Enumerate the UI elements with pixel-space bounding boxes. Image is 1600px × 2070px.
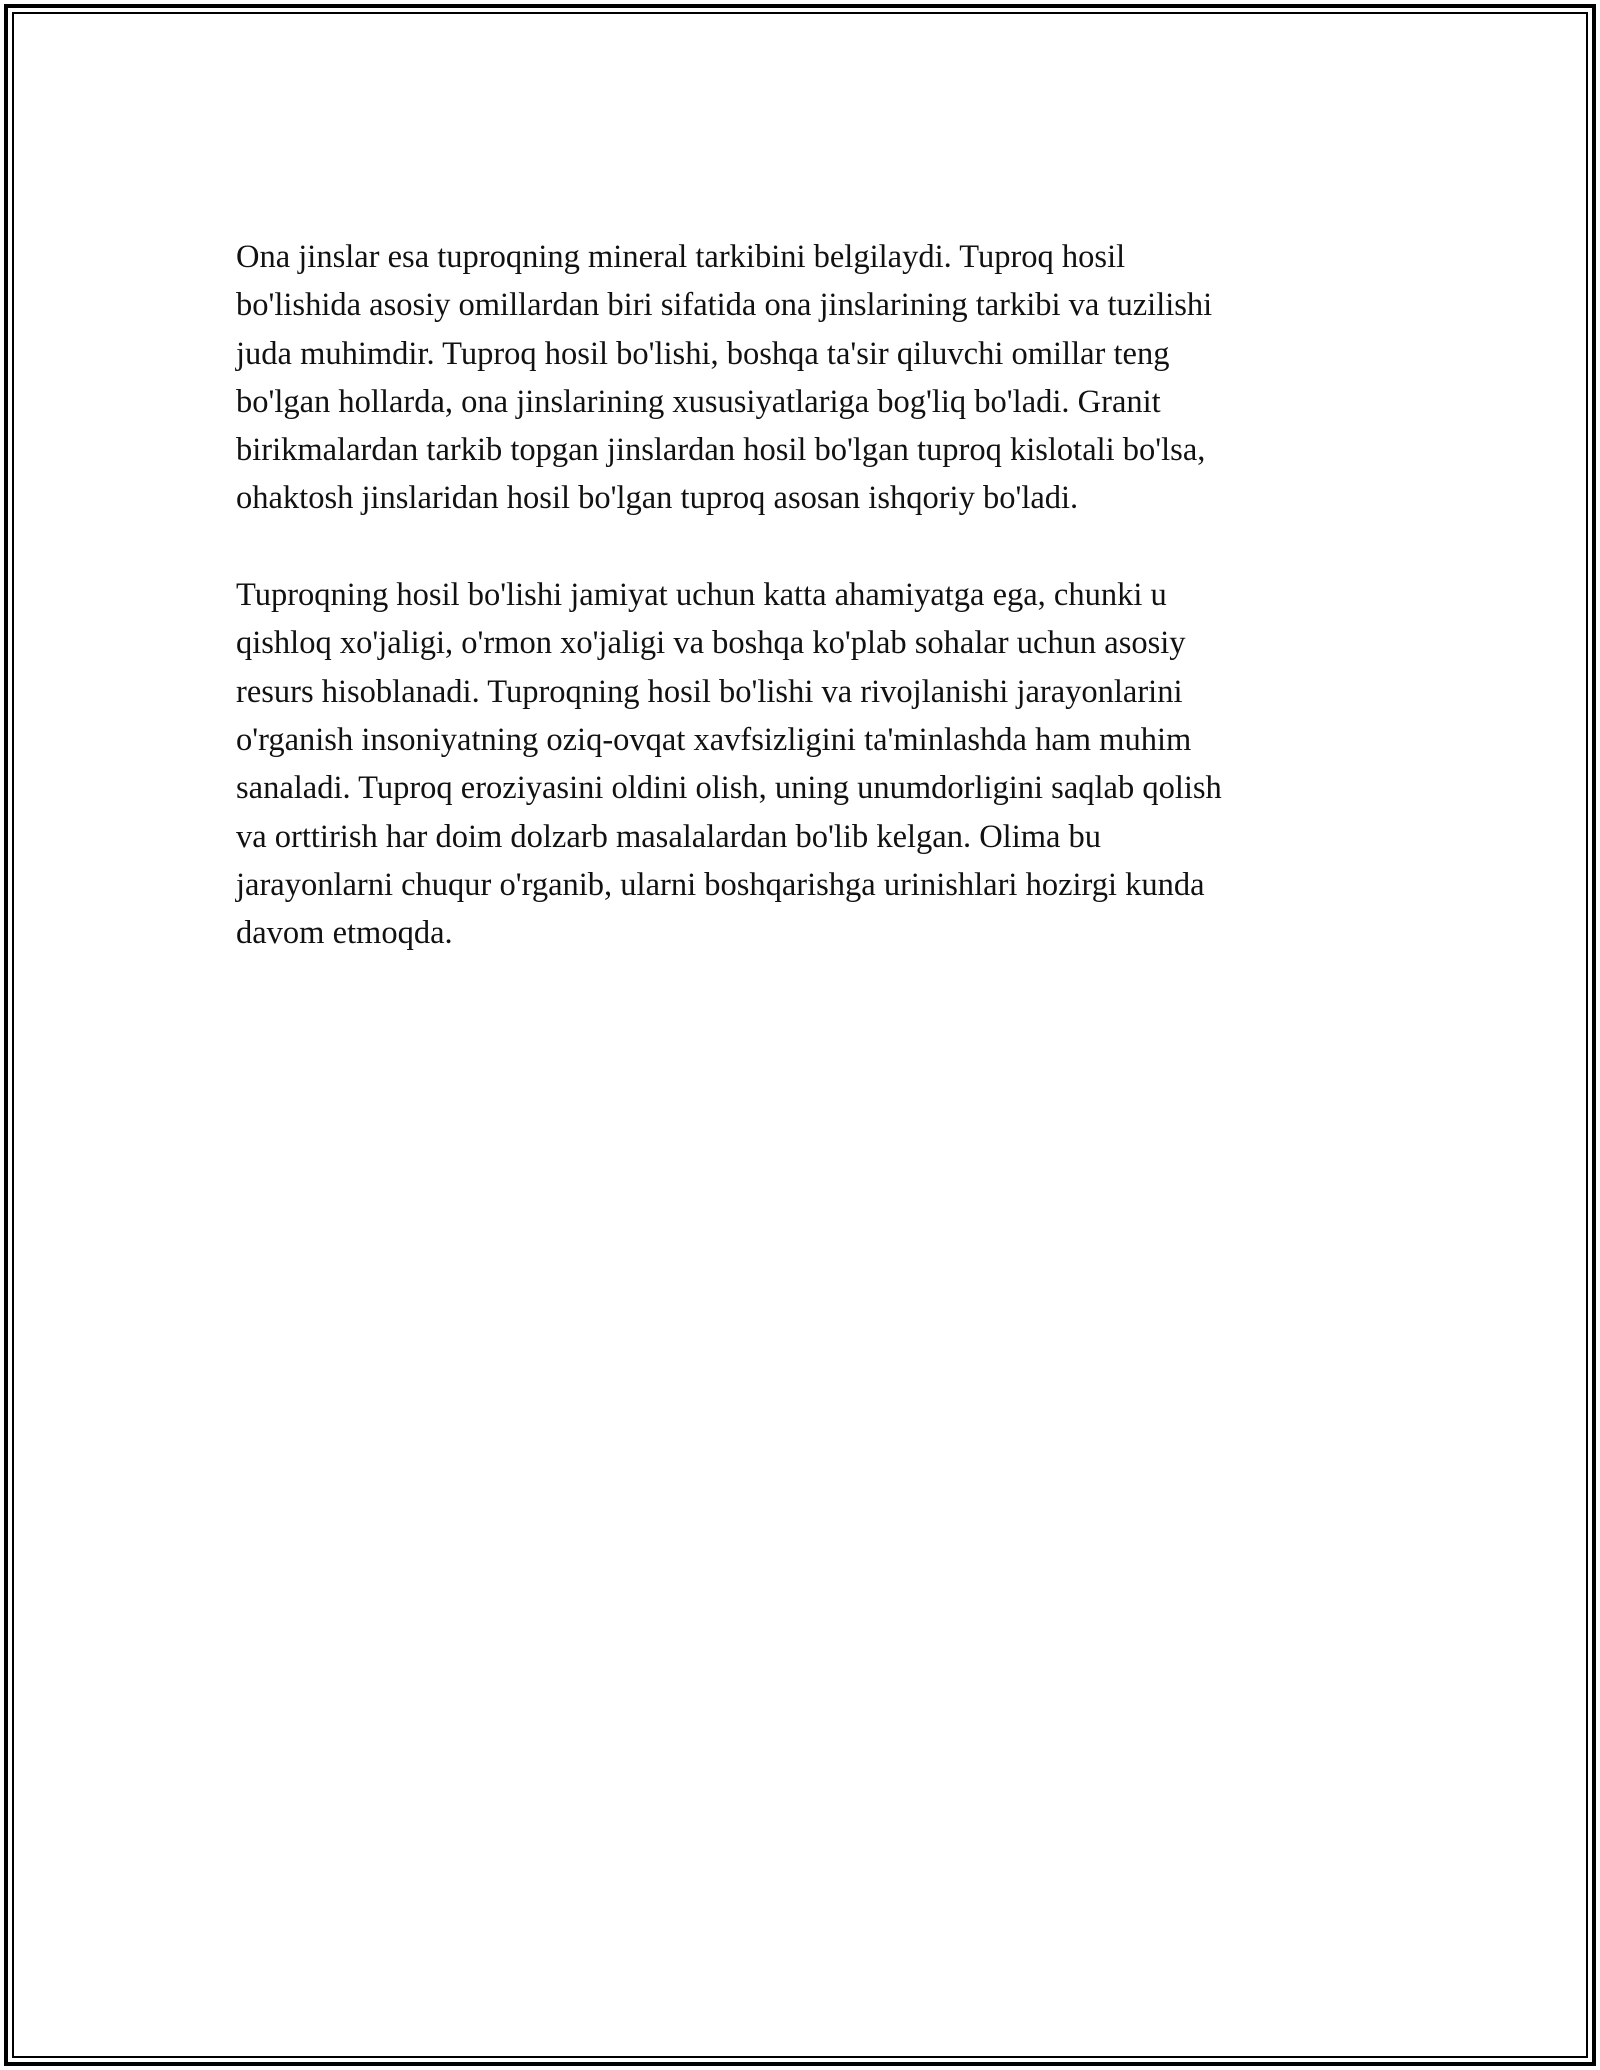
text-line: Tuproqning hosil bo'lishi jamiyat uchun katta ahamiyatga ega, chunki u [236,577,1167,614]
text-line: va orttirish har doim dolzarb masalalardan bo'lib kelgan. Olima bu [236,818,1102,855]
text-line: sanaladi. Tuproq eroziyasini oldini olish, uning unumdorligini saqlab qolish [236,770,1222,807]
text-line: ohaktosh jinslaridan hosil bo'lgan tuproq asosan ishqoriy bo'ladi. [236,480,1079,517]
paragraph-1 [236,233,1366,523]
text-line: davom etmoqda. [236,915,453,952]
document-body [236,233,1366,1006]
text-line: jarayonlarni chuqur o'rganib, ularni boshqarishga urinishlari hozirgi kunda [236,866,1205,903]
paragraph-2 [236,571,1366,957]
text-line: birikmalardan tarkib topgan jinslardan hosil bo'lgan tuproq kislotali bo'lsa, [236,432,1206,469]
text-line: bo'lgan hollarda, ona jinslarining xususiyatlariga bog'liq bo'ladi. Granit [236,383,1161,420]
text-line: Ona jinslar esa tuproqning mineral tarkibini belgilaydi. Tuproq hosil [236,239,1126,275]
text-line: juda muhimdir. Tuproq hosil bo'lishi, boshqa ta'sir qiluvchi omillar teng [236,335,1170,372]
text-line: qishloq xo'jaligi, o'rmon xo'jaligi va boshqa ko'plab sohalar uchun asosiy [236,625,1186,662]
text-line: bo'lishida asosiy omillardan biri sifatida ona jinslarining tarkibi va tuzilishi [236,287,1213,324]
text-line: resurs hisoblanadi. Tuproqning hosil bo'lishi va rivojlanishi jarayonlarini [236,673,1183,710]
text-line: o'rganish insoniyatning oziq-ovqat xavfsizligini ta'minlashda ham muhim [236,721,1192,758]
